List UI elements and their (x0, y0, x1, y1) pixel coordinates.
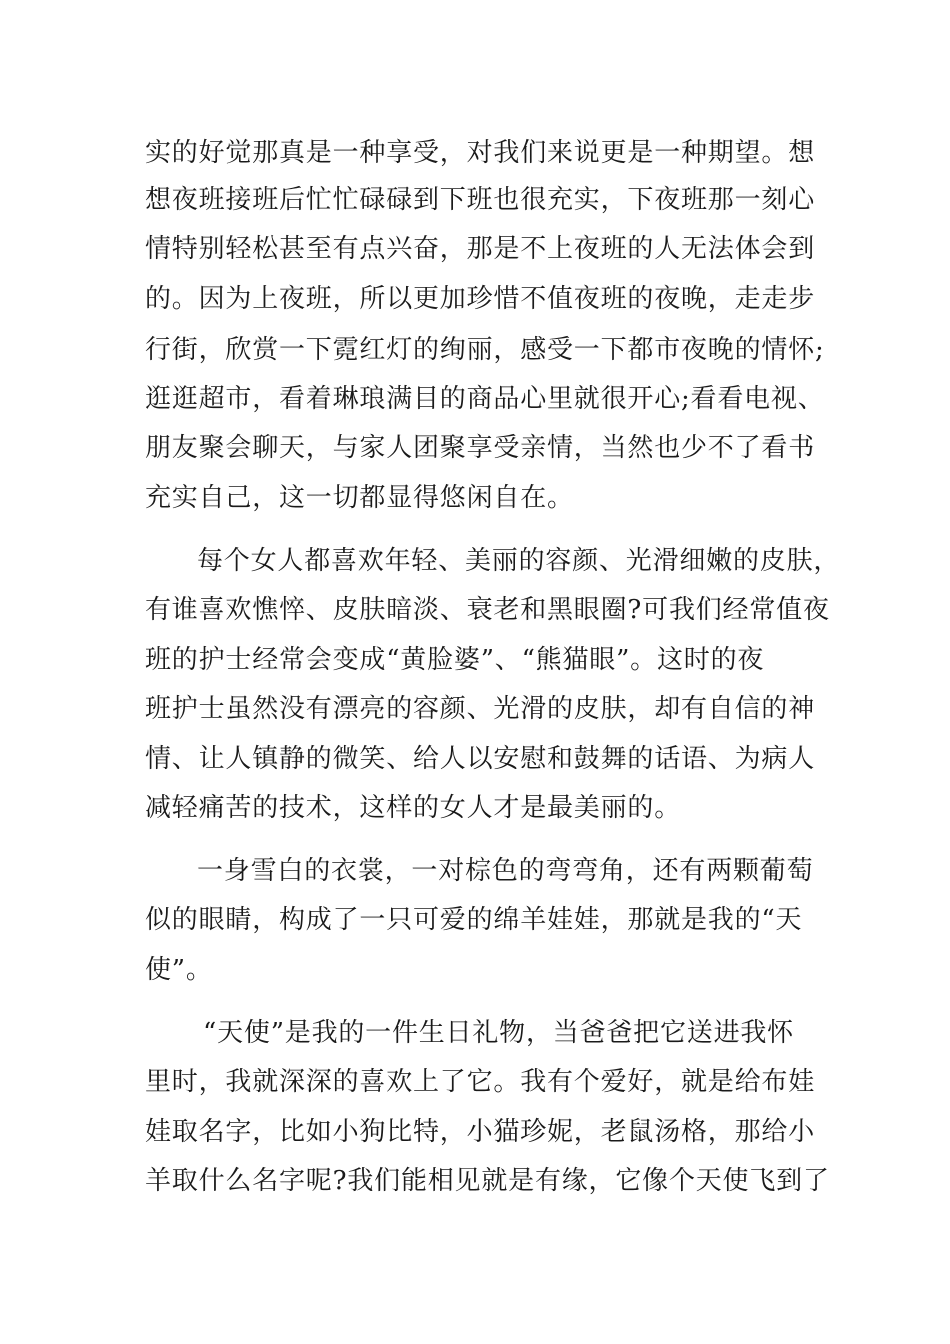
text-line: 充实自己，这一切都显得悠闲自在。 (145, 483, 574, 513)
text-line: 情、让人镇静的微笑、给人以安慰和鼓舞的话语、为病人 (145, 744, 816, 774)
text-line: “天使”是我的一件生日礼物，当爸爸把它送进我怀 (203, 1018, 794, 1048)
text-line: 班护士虽然没有漂亮的容颜、光滑的皮肤，却有自信的神 (145, 694, 816, 724)
text-line: 使”。 (145, 955, 213, 985)
text-line: 羊取什么名字呢?我们能相见就是有缘，它像个天使飞到了 (145, 1166, 830, 1196)
text-line: 行街，欣赏一下霓红灯的绚丽，感受一下都市夜晚的情怀; (145, 335, 825, 365)
text-line: 实的好觉那真是一种享受，对我们来说更是一种期望。想 (145, 138, 816, 168)
text-line: 里时，我就深深的喜欢上了它。我有个爱好，就是给布娃 (145, 1067, 816, 1097)
text-line: 逛逛超市，看着琳琅满目的商品心里就很开心;看看电视、 (145, 384, 825, 414)
text-line: 有谁喜欢憔悴、皮肤暗淡、衰老和黑眼圈?可我们经常值夜 (145, 595, 830, 625)
text-line: 想夜班接班后忙忙碌碌到下班也很充实，下夜班那一刻心 (145, 185, 816, 215)
text-line: 每个女人都喜欢年轻、美丽的容颜、光滑细嫩的皮肤， (197, 546, 841, 576)
text-line: 娃取名字，比如小狗比特，小猫珍妮，老鼠汤格，那给小 (145, 1117, 816, 1147)
text-line: 朋友聚会聊天，与家人团聚享受亲情，当然也少不了看书 (145, 433, 816, 463)
text-line: 的。因为上夜班，所以更加珍惜不值夜班的夜晚，走走步 (145, 284, 816, 314)
text-line: 班的护士经常会变成“黄脸婆”、“熊猫眼”。这时的夜 (145, 645, 765, 675)
text-line: 似的眼睛，构成了一只可爱的绵羊娃娃，那就是我的“天 (145, 905, 803, 935)
text-line: 一身雪白的衣裳，一对棕色的弯弯角，还有两颗葡萄 (197, 856, 814, 886)
text-line: 情特别轻松甚至有点兴奋，那是不上夜班的人无法体会到 (145, 234, 816, 264)
text-line: 减轻痛苦的技术，这样的女人才是最美丽的。 (145, 793, 682, 823)
